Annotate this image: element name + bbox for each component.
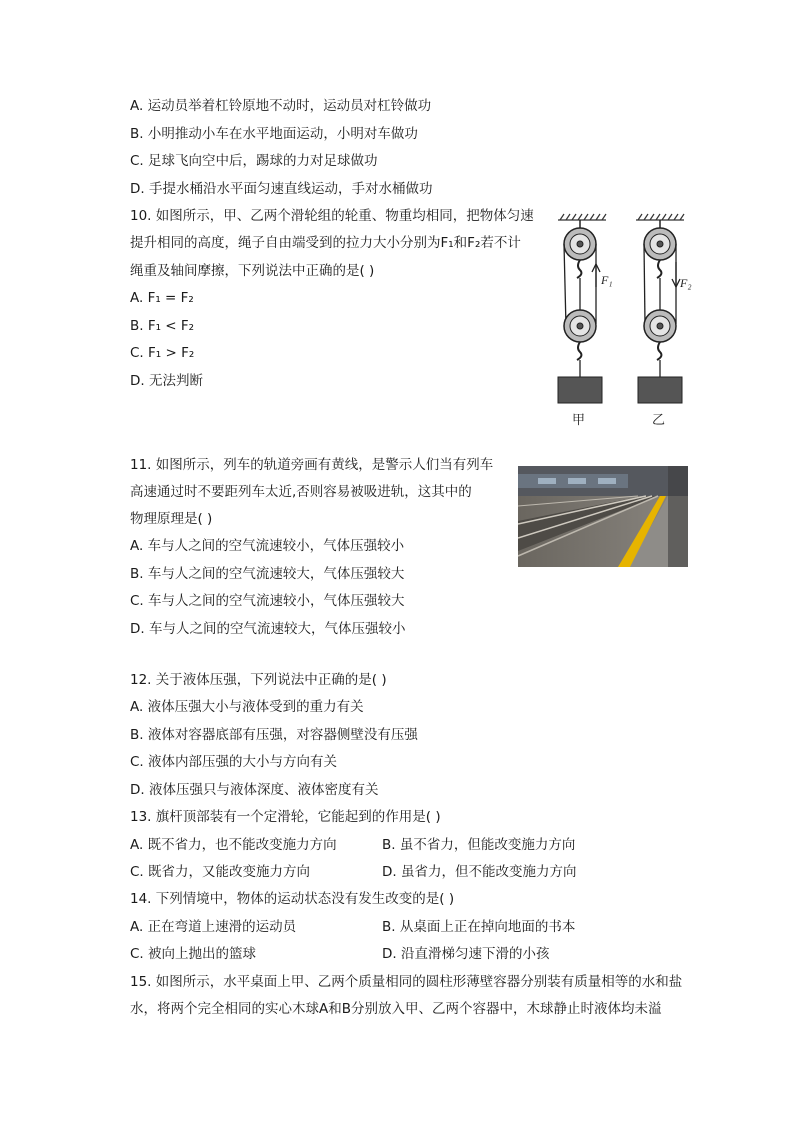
railway-photo (518, 466, 688, 567)
q9-option-b: B. 小明推动小车在水平地面运动，小明对车做功 (130, 126, 418, 142)
force-label-f1: F₁ (601, 273, 613, 287)
pulley-system-jia (558, 220, 602, 403)
q11-option-d: D. 车与人之间的空气流速较大，气体压强较小 (130, 621, 406, 637)
q14-option-b: B. 从桌面上正在掉向地面的书本 (382, 919, 576, 935)
q10-stem-line-3: 绳重及轴间摩擦，下列说法中正确的是( ) (130, 263, 375, 279)
q12-stem: 12. 关于液体压强，下列说法中正确的是( ) (130, 672, 387, 688)
q12-option-d: D. 液体压强只与液体深度、液体密度有关 (130, 782, 379, 798)
q11-stem-line-3: 物理原理是( ) (130, 511, 213, 527)
q12-option-b: B. 液体对容器底部有压强，对容器侧壁没有压强 (130, 727, 418, 743)
q12-option-a: A. 液体压强大小与液体受到的重力有关 (130, 699, 364, 715)
q14-option-a: A. 正在弯道上速滑的运动员 (130, 919, 297, 935)
q11-option-c: C. 车与人之间的空气流速较小，气体压强较大 (130, 593, 405, 609)
q10-option-c: C. F₁ > F₂ (130, 345, 195, 361)
weight-right (638, 377, 682, 403)
q13-stem: 13. 旗杆顶部装有一个定滑轮，它能起到的作用是( ) (130, 809, 441, 825)
pulley-figure (550, 212, 700, 427)
q12-option-c: C. 液体内部压强的大小与方向有关 (130, 754, 338, 770)
q11-option-b: B. 车与人之间的空气流速较大，气体压强较大 (130, 566, 405, 582)
pulley-system-yi (638, 220, 682, 403)
q9-option-c: C. 足球飞向空中后，踢球的力对足球做功 (130, 153, 378, 169)
q13-option-c: C. 既省力，又能改变施力方向 (130, 864, 311, 880)
force-label-f2: F₂ (680, 276, 692, 290)
ceiling-right (636, 214, 684, 220)
q14-stem: 14. 下列情境中，物体的运动状态没有发生改变的是( ) (130, 891, 455, 907)
label-yi: 乙 (652, 413, 666, 427)
q15-stem-line-2: 水，将两个完全相同的实心木球A和B分别放入甲、乙两个容器中，木球静止时液体均未溢 (130, 1001, 662, 1017)
hook-left-top (577, 260, 581, 278)
q11-stem-line-2: 高速通过时不要距列车太近,否则容易被吸进轨，这其中的 (130, 484, 472, 500)
weight-left (558, 377, 602, 403)
q11-option-a: A. 车与人之间的空气流速较小，气体压强较小 (130, 538, 405, 554)
q10-option-a: A. F₁ = F₂ (130, 290, 194, 306)
q14-option-d: D. 沿直滑梯匀速下滑的小孩 (382, 946, 550, 962)
q13-option-a: A. 既不省力，也不能改变施力方向 (130, 837, 337, 853)
hook-left-bottom (577, 342, 581, 360)
q13-option-d: D. 虽省力，但不能改变施力方向 (382, 864, 577, 880)
q15-stem-line-1: 15. 如图所示，水平桌面上甲、乙两个质量相同的圆柱形薄壁容器分别装有质量相等的水和盐 (130, 974, 683, 990)
q10-stem-line-1: 10. 如图所示，甲、乙两个滑轮组的轮重、物重均相同，把物体匀速 (130, 208, 534, 224)
q13-option-b: B. 虽不省力，但能改变施力方向 (382, 837, 576, 853)
q9-option-a: A. 运动员举着杠铃原地不动时，运动员对杠铃做功 (130, 98, 432, 114)
ceiling-left (558, 214, 606, 220)
label-jia: 甲 (572, 413, 586, 427)
q10-option-b: B. F₁ < F₂ (130, 318, 195, 334)
q9-option-d: D. 手提水桶沿水平面匀速直线运动，手对水桶做功 (130, 181, 433, 197)
q10-option-d: D. 无法判断 (130, 373, 203, 389)
q14-option-c: C. 被向上抛出的篮球 (130, 946, 257, 962)
q10-stem-line-2: 提升相同的高度，绳子自由端受到的拉力大小分别为F₁和F₂若不计 (130, 235, 521, 251)
q11-stem-line-1: 11. 如图所示，列车的轨道旁画有黄线，是警示人们当有列车 (130, 457, 494, 473)
